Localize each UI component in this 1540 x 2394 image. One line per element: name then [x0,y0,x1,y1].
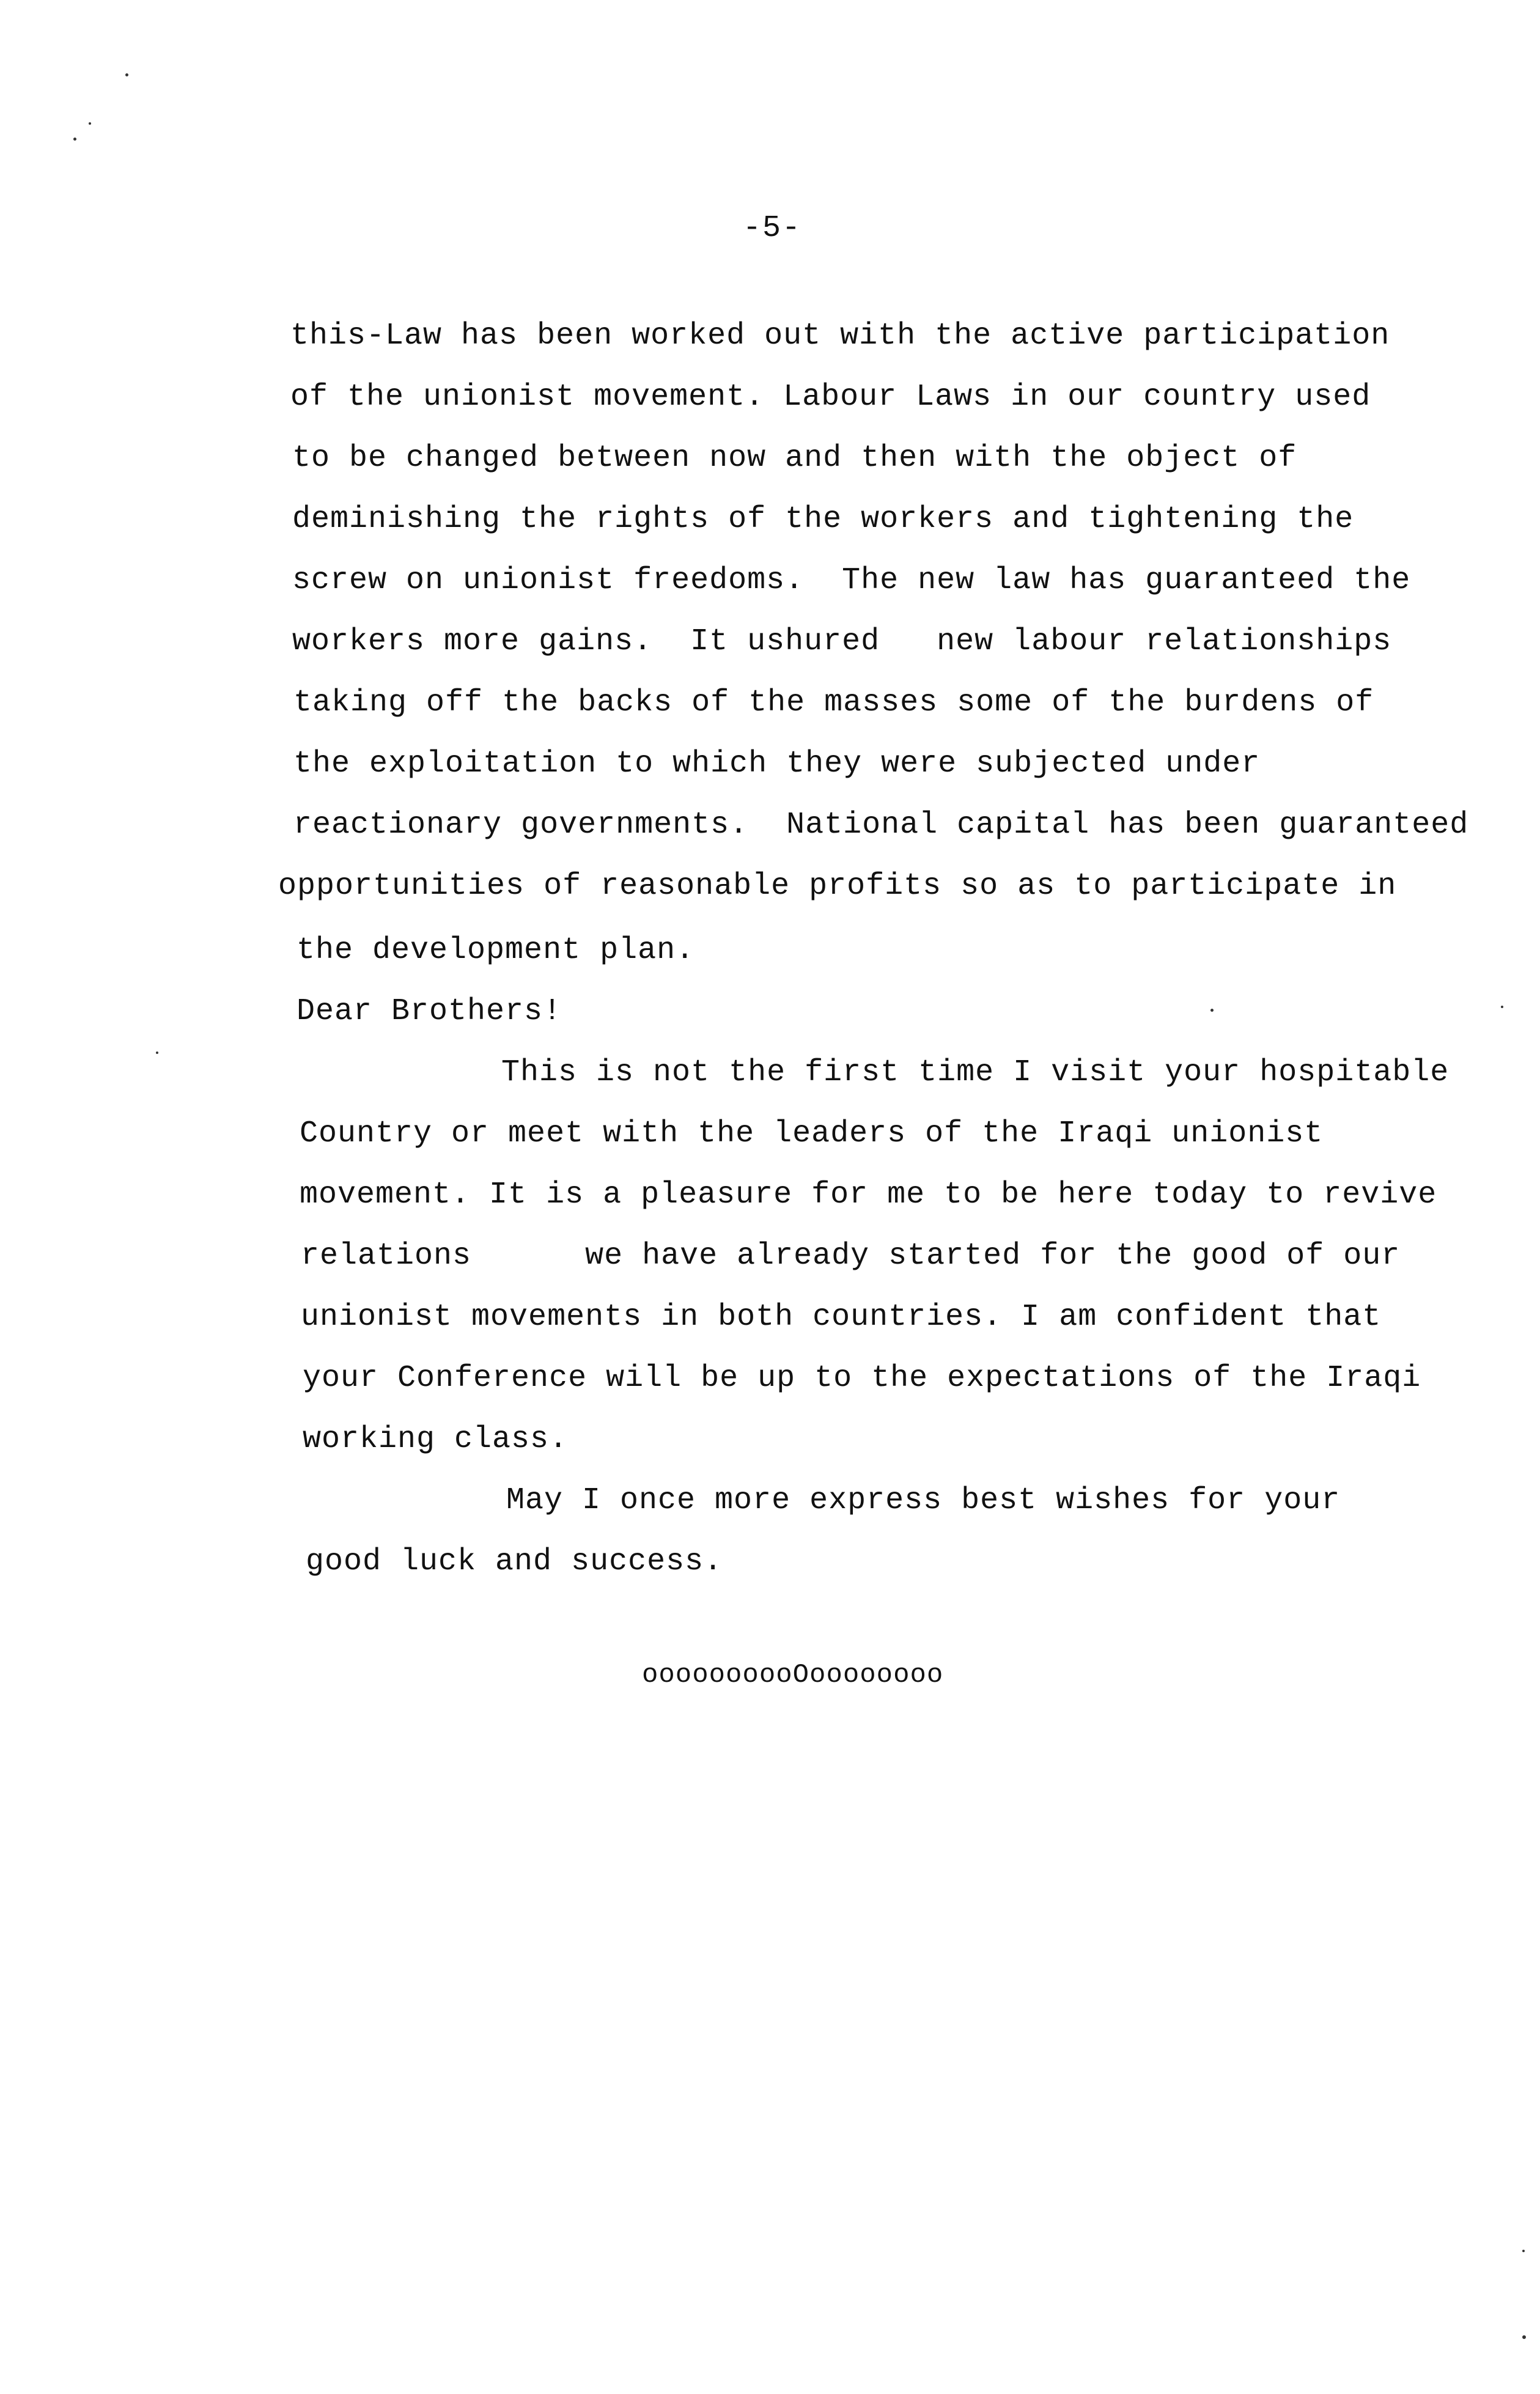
salutation: Dear Brothers! [297,994,562,1029]
body-line: the exploitation to which they were subjected under [293,746,1261,781]
body-line: of the unionist movement. Labour Laws in our country used [290,380,1371,414]
body-line: working class. [303,1422,569,1457]
scan-speck [156,1052,158,1054]
body-line: screw on unionist freedoms. The new law has guaranteed the [292,563,1411,598]
body-line: opportunities of reasonable profits so as to participate in [278,869,1397,904]
paragraph-first-line: May I once more express best wishes for your [506,1483,1341,1518]
body-line: reactionary governments. National capital has been guaranteed [293,808,1469,842]
body-line: workers more gains. It ushured new labour relationships [292,624,1392,659]
scan-speck [73,138,76,141]
body-line: to be changed between now and then with the object of [292,441,1297,476]
body-line: taking off the backs of the masses some of the burdens of [293,685,1374,720]
body-line: the development plan. [297,933,695,968]
paragraph-first-line: This is not the first time I visit your hospitable [501,1055,1450,1090]
body-line: your Conference will be up to the expectations of the Iraqi [303,1361,1421,1396]
body-line: movement. It is a pleasure for me to be here today to revive [300,1177,1437,1212]
scan-speck [1501,1006,1503,1008]
body-line: this-Law has been worked out with the active participation [290,319,1390,353]
body-line: deminishing the rights of the workers and tightening the [292,502,1354,537]
body-line: unionist movements in both countries. I am confident that [301,1300,1382,1335]
scan-speck [89,122,91,125]
body-line: Country or meet with the leaders of the Iraqi unionist [300,1116,1324,1151]
scan-speck [1522,2335,1526,2339]
body-line: good luck and success. [306,1544,723,1579]
scan-speck [1210,1009,1214,1012]
page-number: -5- [743,211,802,246]
end-of-document-mark: oooooooooOoooooooo [642,1660,944,1690]
body-line: relations we have already started for the good of our [301,1239,1401,1273]
scan-speck [125,73,128,76]
scan-speck [1522,2250,1525,2252]
